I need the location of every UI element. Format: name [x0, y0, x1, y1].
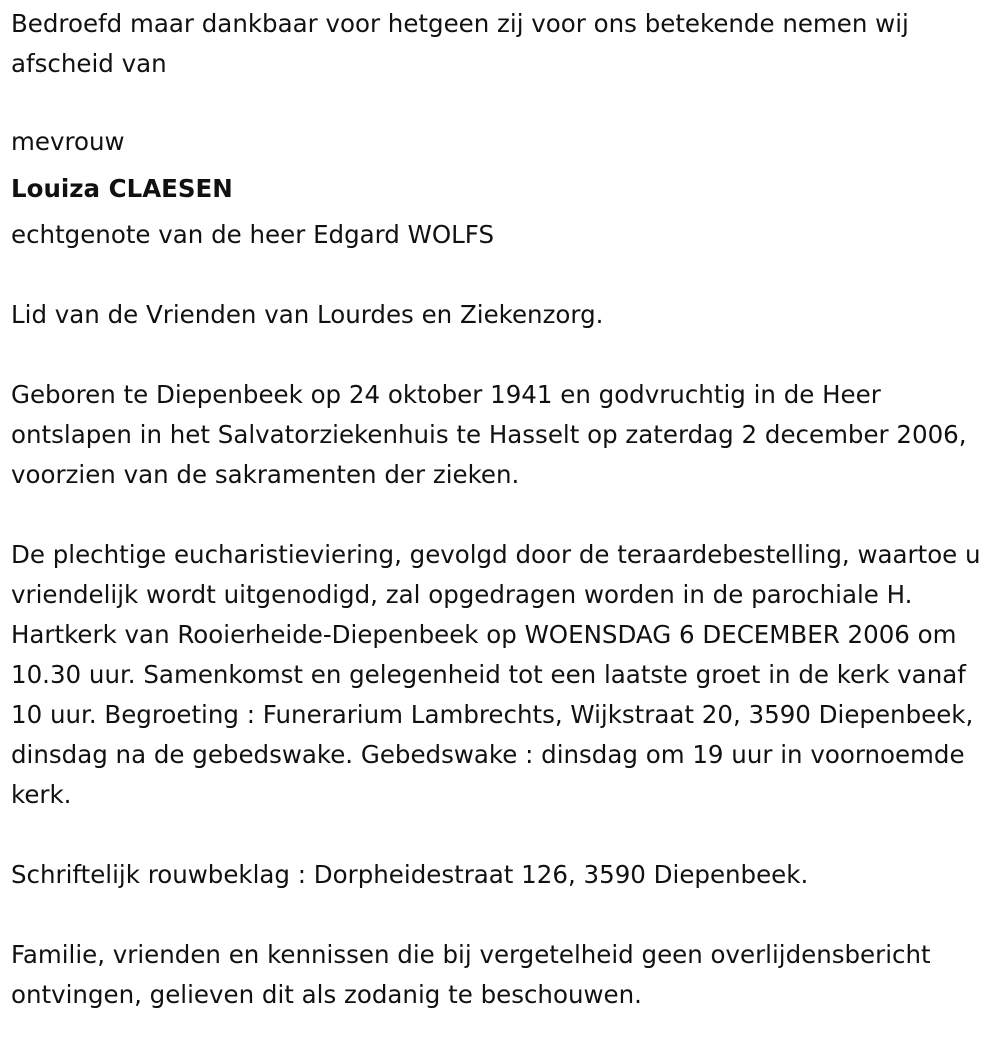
honorific: mevrouw [11, 127, 125, 156]
birth-death-text: Geboren te Diepenbeek op 24 oktober 1941 en godvruchtig in de Heer ontslapen in het Salvatorziekenhuis te Hasselt op zaterdag 2 december 2006, voorzien van de sakramenten der zieken. [11, 380, 967, 489]
intro-text: Bedroefd maar dankbaar voor hetgeen zij voor ons betekende nemen wij afscheid van [11, 9, 909, 78]
closing-text: Familie, vrienden en kennissen die bij vergetelheid geen overlijdensbericht ontvingen, gelieven dit als zodanig te beschouwen. [11, 940, 931, 1009]
condolences-address: Schriftelijk rouwbeklag : Dorpheidestraat 126, 3590 Diepenbeek. [11, 860, 809, 889]
death-notice [11, 4, 995, 1015]
membership-text: Lid van de Vrienden van Lourdes en Ziekenzorg. [11, 300, 604, 329]
spouse-line: echtgenote van de heer Edgard WOLFS [11, 220, 495, 249]
funeral-details: De plechtige eucharistieviering, gevolgd door de teraardebestelling, waartoe u vriendelijk wordt uitgenodigd, zal opgedragen worden in de parochiale H. Hartkerk van Rooierheide-Diepenbeek op WOENSDAG 6 DECEMBER 2006 om 10.30 uur. Samenkomst en gelegenheid tot een laatste groet in de kerk vanaf 10 uur. Begroeting : Funerarium Lambrechts, Wijkstraat 20, 3590 Diepenbeek, dinsdag na de gebedswake. Gebedswake : dinsdag om 19 uur in voornoemde kerk. [11, 540, 981, 809]
deceased-name: Louiza CLAESEN [11, 174, 233, 203]
